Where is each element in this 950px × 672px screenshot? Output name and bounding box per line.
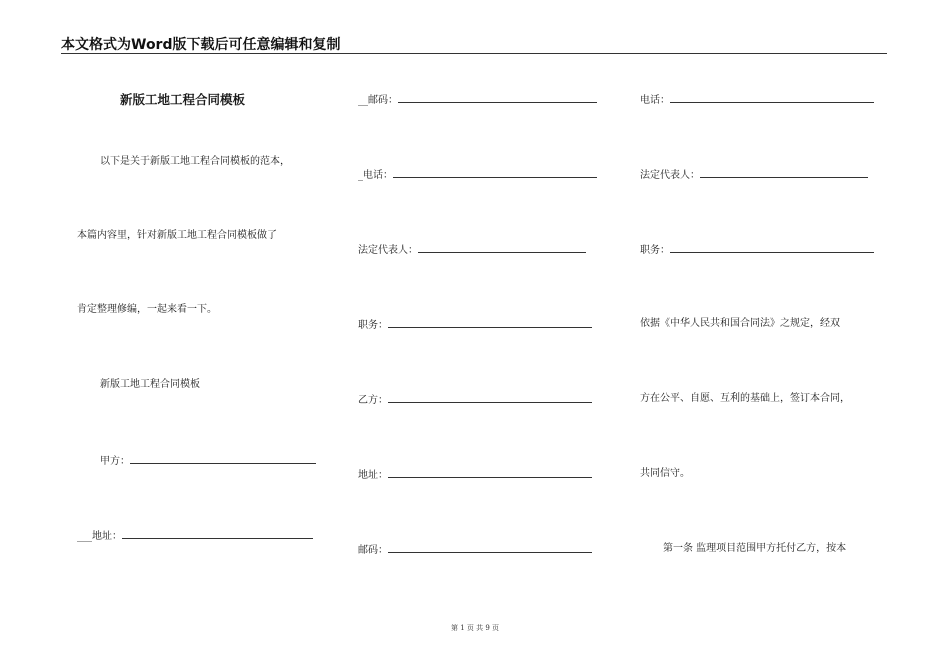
- party-a-position-field: [358, 317, 592, 333]
- party-b-postcode-blank: [388, 542, 592, 553]
- party-a-postcode-blank: [398, 92, 597, 103]
- document-header-title: 本文格式为Word版下载后可任意编辑和复制: [61, 37, 341, 53]
- party-a-address-label: ___地址：: [77, 531, 122, 542]
- party-a-phone-label: _电话：: [358, 170, 393, 181]
- party-b-blank: [388, 392, 592, 403]
- party-a-field: [100, 453, 316, 469]
- contract-body-line-3: 共同信守。: [640, 468, 690, 479]
- contract-body-line-2: 方在公平、自愿、互利的基础上，签订本合同，: [640, 393, 850, 404]
- section-subtitle: 新版工地工程合同模板: [100, 379, 200, 390]
- party-b-label: 乙方：: [358, 395, 388, 406]
- party-b-phone-label: 电话：: [640, 95, 670, 106]
- party-b-postcode-field: [358, 542, 592, 558]
- party-b-phone-blank: [670, 92, 874, 103]
- intro-line-1: 以下是关于新版工地工程合同模板的范本，: [100, 156, 290, 167]
- party-a-address-field: [77, 528, 313, 544]
- party-b-legal-rep-blank: [700, 167, 868, 178]
- party-a-blank: [130, 453, 316, 464]
- party-a-phone-field: [358, 167, 597, 183]
- document-title: 新版工地工程合同模板: [120, 92, 246, 107]
- party-a-address-blank: [122, 528, 313, 539]
- party-a-phone-blank: [393, 167, 597, 178]
- party-a-postcode-field: [358, 92, 597, 108]
- party-a-label: 甲方：: [100, 456, 130, 467]
- party-a-position-label: 职务：: [358, 320, 388, 331]
- party-b-address-field: [358, 467, 592, 483]
- party-b-field: [358, 392, 592, 408]
- party-b-legal-rep-field: [640, 167, 868, 183]
- party-a-position-blank: [388, 317, 592, 328]
- party-b-postcode-label: 邮码：: [358, 545, 388, 556]
- party-b-legal-rep-label: 法定代表人：: [640, 170, 700, 181]
- party-b-position-blank: [670, 242, 874, 253]
- party-b-address-label: 地址：: [358, 470, 388, 481]
- party-a-legal-rep-blank: [418, 242, 586, 253]
- clause-1-line: 第一条 监理项目范围甲方托付乙方，按本: [663, 543, 847, 554]
- party-b-position-field: [640, 242, 874, 258]
- header-divider: [61, 53, 887, 54]
- party-b-phone-field: [640, 92, 874, 108]
- contract-body-line-1: 依据《中华人民共和国合同法》之规定，经双: [640, 318, 840, 329]
- party-a-postcode-label: __邮码：: [358, 95, 398, 106]
- party-b-position-label: 职务：: [640, 245, 670, 256]
- intro-line-2: 本篇内容里，针对新版工地工程合同模板做了: [77, 230, 277, 241]
- intro-line-3: 肯定整理修编，一起来看一下。: [77, 304, 217, 315]
- page-footer: 第 1 页 共 9 页: [450, 624, 500, 632]
- party-a-legal-rep-field: [358, 242, 586, 258]
- party-a-legal-rep-label: 法定代表人：: [358, 245, 418, 256]
- party-b-address-blank: [388, 467, 592, 478]
